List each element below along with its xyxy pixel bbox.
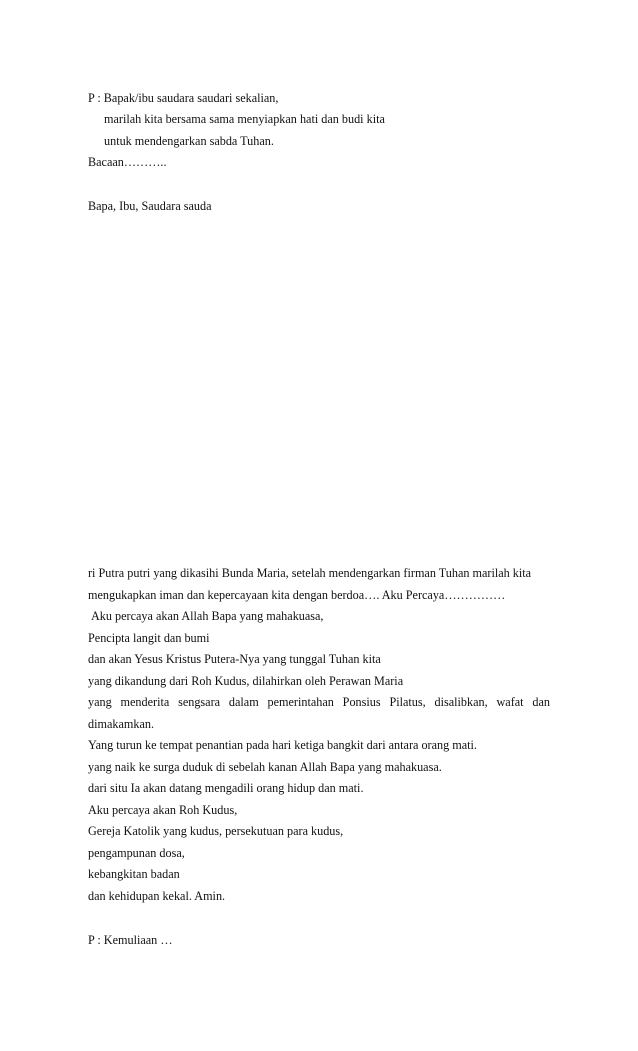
reading-label: Bacaan………..	[88, 155, 167, 169]
creed-closing-line: dan kehidupan kekal. Amin.	[88, 889, 226, 903]
creed-intro-line-1: ri Putra putri yang dikasihi Bunda Maria, setelah mendengarkan firman Tuhan marilah kita	[88, 566, 532, 580]
creed-line: dari situ Ia akan datang mengadili orang hidup dan mati.	[88, 781, 364, 795]
creed-line: Aku percaya akan Allah Bapa yang mahakuasa,	[91, 609, 324, 623]
creed-line: yang menderita sengsara dalam pemerintahan Ponsius Pilatus, disalibkan, wafat dan	[88, 695, 550, 709]
priest-invitation-line: P : Bapak/ibu saudara saudari sekalian,	[88, 91, 279, 105]
creed-line: Gereja Katolik yang kudus, persekutuan para kudus,	[88, 824, 344, 838]
creed-line: Yang turun ke tempat penantian pada hari ketiga bangkit dari antara orang mati.	[88, 738, 477, 752]
creed-line: yang dikandung dari Roh Kudus, dilahirkan oleh Perawan Maria	[88, 674, 404, 688]
invitation-ending-line: untuk mendengarkan sabda Tuhan.	[104, 134, 274, 148]
gloria-label: P : Kemuliaan …	[88, 933, 173, 947]
creed-line: Aku percaya akan Roh Kudus,	[88, 803, 238, 817]
creed-line: dan akan Yesus Kristus Putera-Nya yang tunggal Tuhan kita	[88, 652, 381, 666]
address-fragment-line: Bapa, Ibu, Saudara sauda	[88, 199, 212, 213]
creed-intro-line-2: mengukapkan iman dan kepercayaan kita dengan berdoa…. Aku Percaya……………	[88, 588, 506, 602]
creed-line: Pencipta langit dan bumi	[88, 631, 210, 645]
creed-line: kebangkitan badan	[88, 867, 180, 881]
creed-line: pengampunan dosa,	[88, 846, 185, 860]
creed-line: yang naik ke surga duduk di sebelah kanan Allah Bapa yang mahakuasa.	[88, 760, 442, 774]
invitation-continuation-line: marilah kita bersama sama menyiapkan hati dan budi kita	[104, 112, 385, 126]
creed-line: dimakamkan.	[88, 717, 154, 731]
